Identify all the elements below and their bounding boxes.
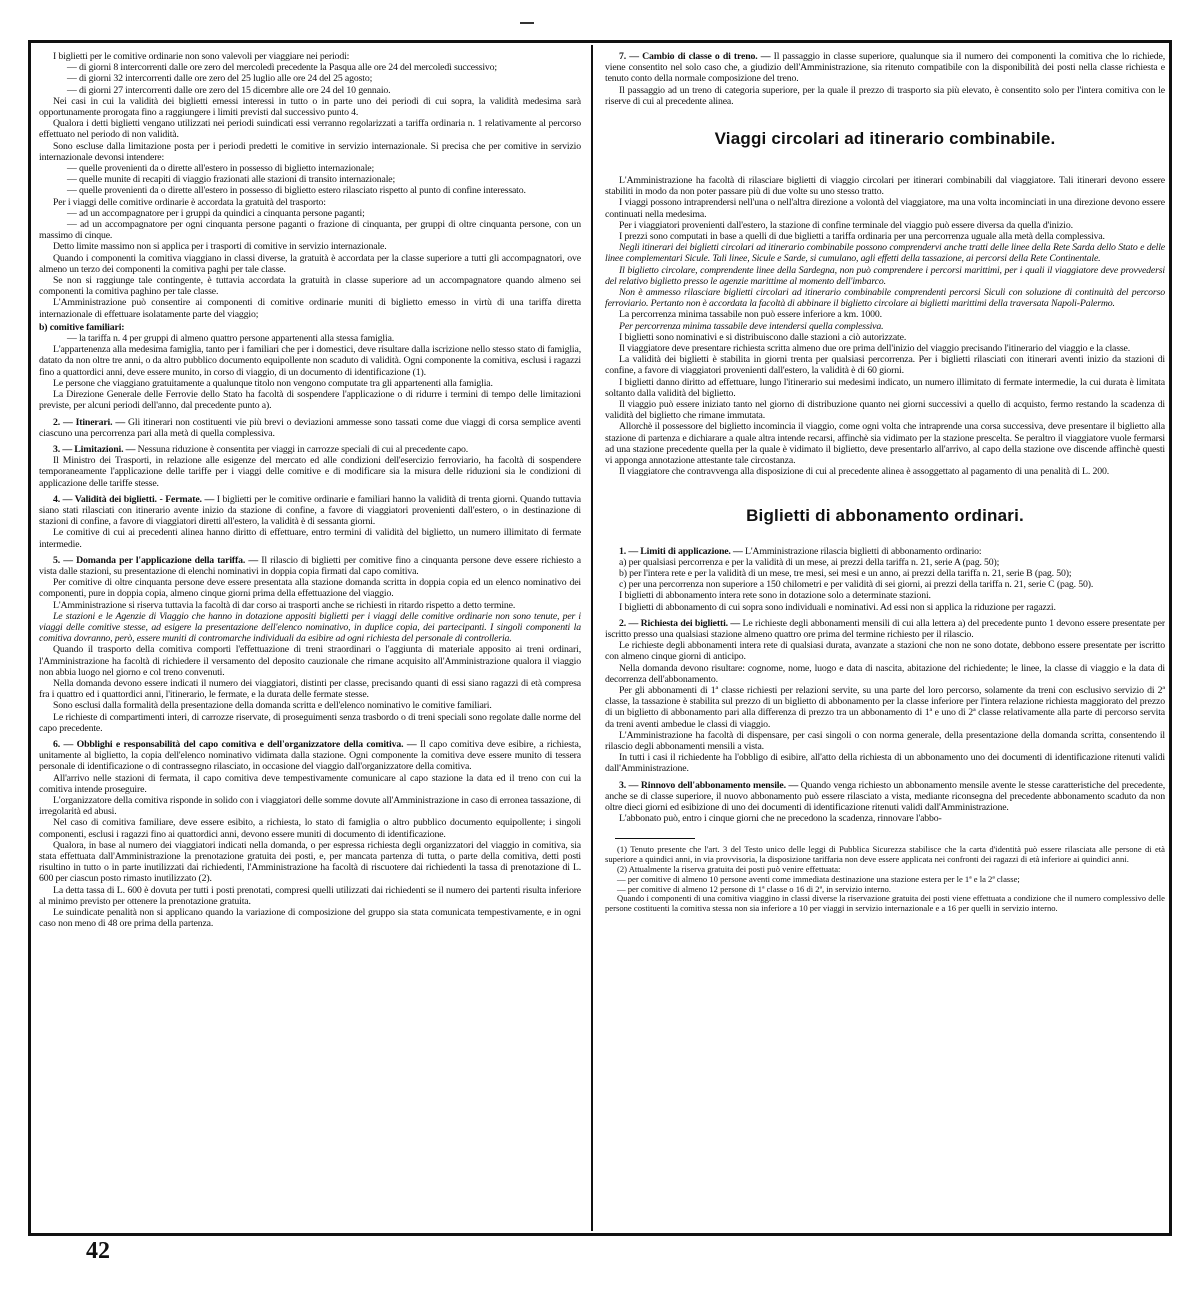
item-text: I biglietti di abbonamento intera rete sono in dotazione solo a determinate stazioni. <box>619 590 931 602</box>
footnote: (1) Tenuto presente che l'art. 3 del Testo unico delle leggi di Pubblica Sicurezza stabilisce che la carta d'identità può essere rilasciata alle persone di età superiore a quindici anni, in via provvisoria, la disposizione tariffaria non deve essere applicata nei confronti dei ragazzi di età inferiore ai quindici anni. <box>605 844 1165 865</box>
paragraph: I biglietti sono nominativi e si distribuiscono dalle stazioni a ciò autorizzate. <box>619 331 907 343</box>
item-heading: 3. — Rinnovo dell'abbonamento mensile. — <box>619 779 799 791</box>
familiari-heading <box>39 322 581 333</box>
circolari-section <box>605 175 1165 477</box>
section-title-abbonamento: Biglietti di abbonamento ordinari. <box>746 505 1024 525</box>
paragraph: — quelle munite di recapiti di viaggio frazionati alle stazioni di transito internazionale; <box>67 174 396 186</box>
paragraph <box>39 840 581 885</box>
footnote-rule <box>615 838 695 839</box>
item-text: All'arrivo nelle stazioni di fermata, il capo comitiva deve tempestivamente comunicare al capo stazione la data ed il treno con cui la comitiva intende proseguire. <box>39 772 581 795</box>
paragraph <box>605 602 1165 613</box>
item-7-heading: 7. — Cambio di classe o di treno. — <box>619 51 771 62</box>
item-7-text: Il passaggio in classe superiore, qualunque sia il numero dei componenti la comitiva che lo richiede, viene consentito nel solo caso che, a giudizio dell'Amministrazione, sia ritenuto compatibile con la disponibilità dei posti nella classe richiesta e tenuto conto della normale composizione del treno. <box>605 51 1165 85</box>
numbered-item <box>39 494 581 528</box>
item-text: Le suindicate penalità non si applicano quando la variazione di composizione del gruppo sia stata comunicata tempestivamente, e in ogni caso non meno di 48 ore prima della partenza. <box>39 907 581 930</box>
numbered-item <box>605 546 1165 557</box>
paragraph <box>39 907 581 929</box>
paragraph: Detto limite massimo non si applica per i trasporti di comitive in servizio internazionale. <box>53 241 387 253</box>
item-text: L'organizzatore della comitiva risponde in solido con i viaggiatori delle somme dovute all'Amministrazione in caso di erronea tassazione, di irregolarità ed abusi. <box>39 795 581 818</box>
paragraph: La Direzione Generale delle Ferrovie dello Stato ha facoltà di sospendere l'applicazione o di ridurre i termini di tempo delle limitazioni previste, per alcuni periodi dell'anno, dal precedente punto a). <box>39 389 581 412</box>
paragraph <box>605 568 1165 579</box>
paragraph: Negli itinerari dei biglietti circolari ad itinerario combinabile possono comprendervi anche tratti delle linee della Rete Sarda dello Stato e delle linee complementari Sicule. Tali linee, Sicule e Sarde, si cumulano, agli effetti della tassazione, ai percorsi della Rete Continentale. <box>605 242 1165 265</box>
item-heading: 2. — Itinerari. — <box>53 416 126 428</box>
item-text: Nessuna riduzione è consentita per viaggi in carrozze speciali di cui al precedente capo. <box>135 443 469 455</box>
paragraph: La percorrenza minima tassabile non può essere inferiore a km. 1000. <box>619 309 882 321</box>
paragraph <box>605 730 1165 752</box>
item-text: a) per qualsiasi percorrenza e per la validità di un mese, ai prezzi della tariffa n. 21, serie A (pag. 50); <box>619 556 1000 568</box>
paragraph <box>39 644 581 678</box>
paragraph: I biglietti per le comitive ordinarie non sono valevoli per viaggiare nei periodi: <box>53 51 350 62</box>
page-frame <box>28 40 1172 1236</box>
item-text: Nella domanda devono essere indicati il numero dei viaggiatori, distinti per classe, precisando quanti di essi siano ragazzi di età compresa fra i quattro ed i quattordici anni, l'itinerario, le fermate, e la durata delle fermate stesse. <box>39 677 581 701</box>
item-text: Quando venga richiesto un abbonamento mensile avente le stesse caratteristiche del precedente, anche se di classe superiore, il nuovo abbonamento può essere rilasciato a vista, mediante riconsegna del precedente abbonamento scaduto da non oltre dieci giorni ed esibizione di uno dei documenti di identificazione ritenuti validi dall'Amministrazione. <box>605 779 1165 813</box>
paragraph: L'Amministrazione può consentire ai componenti di comitive ordinarie muniti di biglietto emesso in virtù di una tariffa diretta internazionale di effettuare isolatamente parte del viaggio; <box>39 297 581 320</box>
item-text: Le comitive di cui ai precedenti alinea hanno diritto di effettuare, entro termini di validità del biglietto, un numero illimitato di fermate intermedie. <box>39 527 581 550</box>
paragraph <box>39 455 581 489</box>
item-heading: 4. — Validità dei biglietti. - Fermate. — <box>53 493 215 505</box>
item-text: La detta tassa di L. 600 è dovuta per tutti i posti prenotati, compresi quelli utilizzati dai richiedenti se il numero dei partenti risulta inferiore al minimo previsto per ottenere la prenotazione gratuita. <box>39 884 581 907</box>
scan-speck <box>520 22 534 24</box>
paragraph: Per i viaggi delle comitive ordinarie è accordata la gratuità del trasporto: <box>53 196 326 208</box>
paragraph: Non è ammesso rilasciare biglietti circolari ad itinerario combinabile comprendenti percorsi Siculi con soluzione di continuità del percorso ferroviario. Pertanto non è accordata la facoltà di abbinare il biglietto circolare ai biglietti marittimi della traversata Napoli-Palermo. <box>605 287 1165 310</box>
item-text: Le richieste di compartimenti interi, di carrozze riservate, di proseguimenti senza trasbordo o di treni speciali sono regolate dalle norme del capo precedente. <box>39 711 581 734</box>
familiari-section <box>39 333 581 411</box>
items-section <box>39 417 581 611</box>
paragraph <box>605 752 1165 774</box>
paragraph: I prezzi sono computati in base a quelli di due biglietti a tariffa ordinaria per una percorrenza uguale alla metà della complessiva. <box>619 231 1105 243</box>
numbered-item <box>39 444 581 455</box>
paragraph <box>605 640 1165 662</box>
item-text: Nel caso di comitiva familiare, deve essere esibito, a richiesta, lo stato di famiglia o altro pubblico documento equipollente; i singoli componenti, esclusi i ragazzi fino ai quattordici anni, devono essere muniti di documento di identificazione. <box>39 817 581 840</box>
paragraph <box>605 557 1165 568</box>
agenzie-paragraph: Le stazioni e le Agenzie di Viaggio che hanno in dotazione appositi biglietti per i viaggi delle comitive ordinarie non sono tenute, per i viaggi delle comitive stesse, ad esigere la presentazione dell'elenco nominativo, in duplice copia, dei partecipanti. I singoli componenti la comitiva dovranno, però, essere muniti di contromarche individuali da esibire ad ogni richiesta del personale di controlleria. <box>39 610 581 645</box>
numbered-item <box>39 417 581 439</box>
abbonamento-section <box>605 546 1165 825</box>
items2-section <box>39 644 581 929</box>
right-column <box>599 51 1165 1227</box>
paragraph <box>605 813 1165 824</box>
paragraph: — ad un accompagnatore per ogni cinquanta persone paganti o frazione di cinquanta, per gruppi di oltre cinquanta persone, con un massimo di cinque. <box>39 219 581 242</box>
paragraph: Qualora i detti biglietti vengano utilizzati nei periodi suindicati essi verranno regolarizzati a tariffa ordinaria n. 1 relativamente al percorso effettuato nel periodo di non validità. <box>39 118 581 141</box>
left-column <box>39 51 587 1227</box>
section-title-circolari: Viaggi circolari ad itinerario combinabile. <box>714 129 1056 149</box>
paragraph <box>39 577 581 599</box>
item-text: Gli itinerari non costituenti vie più brevi o deviazioni ammesse sono tassati come due viaggi di corsa semplice aventi ciascuno una percorrenza pari alla metà di quella complessiva. <box>39 416 581 439</box>
paragraph: — la tariffa n. 4 per gruppi di almeno quattro persone appartenenti alla stessa famiglia. <box>67 333 395 345</box>
paragraph: I viaggi possono intraprendersi nell'una o nell'altra direzione a volontà del viaggiatore, ma una volta incominciati in una direzione devono essere continuati nella medesima. <box>605 197 1165 220</box>
item-7-paragraph <box>605 51 1165 85</box>
item-heading: 2. — Richiesta dei biglietti. — <box>619 617 741 629</box>
footnote: (2) Attualmente la riserva gratuita dei posti può venire effettuata: <box>617 863 841 874</box>
item-text: I biglietti per le comitive ordinarie e familiari hanno la validità di trenta giorni. Quando tuttavia siano stati rilasciati con itinerario avente inizio da stazione di confine, a favore di viaggiatori provenienti dall'estero, o in destinazione di stazioni di confine, a favore di viaggiatori diretti all'estero, la validità è di sessanta giorni. <box>39 493 581 528</box>
numbered-item <box>605 780 1165 814</box>
item-text: c) per una percorrenza non superiore a 150 chilometri e per validità di sei giorni, ai prezzi della tariffa n. 21, serie C (pag. 50). <box>619 579 1094 591</box>
paragraph: Il viaggio può essere iniziato tanto nel giorno di distribuzione quanto nei giorni successivi a quello di acquisto, fermo restando la scadenza di validità del biglietto che rimane immutata. <box>605 399 1165 422</box>
familiari-label: b) comitive familiari: <box>39 321 125 333</box>
paragraph: Il biglietto circolare, comprendente linee della Sardegna, non può comprendere i percorsi marittimi, per i quali il viaggiatore deve provvedersi del relativo biglietto presso le agenzie marittime al momento dell'imbarco. <box>605 264 1165 287</box>
paragraph <box>39 527 581 549</box>
numbered-item <box>605 618 1165 640</box>
paragraph: La validità dei biglietti è stabilita in giorni trenta per qualsiasi percorrenza. Per i biglietti rilasciati con itinerari aventi inizio da stazioni di confine, a favore di viaggiatori provenienti dall'estero, la validità è di 60 giorni. <box>605 354 1165 377</box>
numbered-item <box>39 739 581 773</box>
item-heading: 5. — Domanda per l'applicazione della tariffa. — <box>53 554 259 566</box>
item-text: L'Amministrazione si riserva tuttavia la facoltà di dar corso ai trasporti anche se richiesti in ritardo rispetto a detto termine. <box>53 599 516 611</box>
footnote: — per comitive di almeno 12 persone di 1ª classe o 16 di 2ª, in servizio interno. <box>617 883 891 894</box>
paragraph: Sono escluse dalla limitazione posta per i periodi predetti le comitive in servizio internazionale. Si precisa che per comitive in servizio internazionale devonsi intendere: <box>39 140 581 163</box>
paragraph <box>605 579 1165 590</box>
paragraph: L'Amministrazione ha facoltà di rilasciare biglietti di viaggio circolari per itinerari combinabili dal viaggiatore. Tali itinerari devono essere stabiliti in modo da non poter passare più di due volte su uno stesso tratto. <box>605 175 1165 198</box>
paragraph: Allorchè il possessore del biglietto incomincia il viaggio, come ogni volta che intraprende una corsa successiva, deve presentare il biglietto alla stazione di partenza e dichiarare a quale altra intende recarsi, affinchè sia vidimato per la stazione prescelta. Se peraltro il viaggiatore vuole fermarsi ad una stazione precedente quella per la quale è vidimato il biglietto, deve presentarlo all'arrivo, al capo della stazione ove discende affinchè questi vi apponga annotazione attestante tale circostanza. <box>605 421 1165 467</box>
paragraph: Per percorrenza minima tassabile deve intendersi quella complessiva. <box>619 320 884 332</box>
paragraph: — di giorni 8 intercorrenti dalle ore zero del mercoledì precedente la Pasqua alle ore 24 del mercoledì successivo; <box>67 62 497 74</box>
paragraph <box>39 773 581 795</box>
column-divider <box>591 45 593 1231</box>
paragraph: — di giorni 32 intercorrenti dalle ore zero del 25 luglio alle ore 24 del 25 agosto; <box>67 73 373 85</box>
paragraph: — quelle provenienti da o dirette all'estero in possesso di biglietto internazionale; <box>67 163 375 175</box>
item-text: In tutti i casi il richiedente ha l'obbligo di esibire, all'atto della richiesta di un abbonamento uno dei documenti di identificazione ritenuti validi dall'Amministrazione. <box>605 752 1165 775</box>
paragraph <box>605 590 1165 601</box>
paragraph <box>39 678 581 700</box>
paragraph <box>39 795 581 817</box>
item-text: Per gli abbonamenti di 1ª classe richiesti per relazioni servite, su una parte del loro percorso, solamente da treni con esclusivo servizio di 2ª classe, la tassazione è stabilita sul prezzo di un biglietto di abbonamento per la classe inferiore per l'intera relazione richiesta maggiorato del prezzo di un biglietto di abbonamento pari alla differenza di prezzo tra un abbonamento di 1ª e uno di 2ª classe relativamente alla parte di percorso servita da treni aventi ambedue le classi di viaggio. <box>605 684 1165 730</box>
item-text: Le richieste degli abbonamenti intera rete di qualsiasi durata, avanzate a stazioni che non ne sono dotate, debbono essere presentate per iscritto con almeno cinque giorni di anticipo. <box>605 640 1165 663</box>
item-text: Qualora, in base al numero dei viaggiatori indicati nella domanda, o per espressa richiesta degli organizzatori del viaggio in comitiva, sia stata effettuata dall'Amministrazione la prenotazione gratuita dei posti, e, per mancata partenza di tutta, o parte della comitiva, detti posti risultino in tutto o in parte inutilizzati dai richiedenti, l'Amministrazione ha facoltà di riscuotere dai richiedenti la tassa di prenotazione di L. 600 per ciascun posto rimasto inutilizzato (2). <box>39 839 581 885</box>
paragraph: Il viaggiatore che contravvenga alla disposizione di cui al precedente alinea è assoggettato al pagamento di una penalità di L. 200. <box>619 466 1109 478</box>
paragraph <box>39 712 581 734</box>
paragraph: L'appartenenza alla medesima famiglia, tanto per i familiari che per i domestici, deve risultare dalla iscrizione nello stesso stato di famiglia, datato da non oltre tre anni, o da altro pubblico documento equipollente non scaduto di validità. Ogni componente la comitiva, esclusi i ragazzi fino a quattordici anni, deve essere munito, in corso di viaggio, di un documento di identificazione (1). <box>39 344 581 378</box>
item-text: L'Amministrazione ha facoltà di dispensare, per casi singoli o con norma generale, della presentazione della domanda scritta, consentendo il rilascio degli abbonamenti mensili a vista. <box>605 729 1165 752</box>
paragraph <box>605 685 1165 730</box>
paragraph: Per i viaggiatori provenienti dall'estero, la stazione di confine terminale del viaggio può essere diversa da quella d'inizio. <box>619 219 1073 231</box>
paragraph <box>39 600 581 611</box>
item-text: Il capo comitiva deve esibire, a richiesta, unitamente al biglietto, la copia dell'elenco nominativo vidimata dalla stazione. Ogni componente la comitiva deve essere munito di tessera personale di identificazione o di contrassegno rilasciato, in occasione del viaggio dall'organizzatore della comitiva. <box>39 738 581 773</box>
paragraph: — ad un accompagnatore per i gruppi da quindici a cinquanta persone paganti; <box>67 207 365 219</box>
item-text: Le richieste degli abbonamenti mensili di cui alla lettera a) del precedente punto 1 devono essere presentate per iscritto presso una qualsiasi stazione almeno quattro ore prima del termine richiesto per il rilascio. <box>605 617 1165 640</box>
item-text: b) per l'intera rete e per la validità di un mese, tre mesi, sei mesi e un anno, ai prezzi della tariffa n. 21, serie B (pag. 50); <box>619 567 1072 579</box>
paragraph <box>39 700 581 711</box>
footnotes-section <box>605 845 1165 914</box>
paragraph <box>605 663 1165 685</box>
item-text: L'abbonato può, entro i cinque giorni che ne precedono la scadenza, rinnovare l'abbo- <box>619 813 942 825</box>
item-text: Sono esclusi dalla formalità della presentazione della domanda scritta e dell'elenco nominativo le comitive familiari. <box>53 700 492 712</box>
item-text: L'Amministrazione rilascia biglietti di abbonamento ordinario: <box>742 545 982 557</box>
paragraph: Il viaggiatore deve presentare richiesta scritta almeno due ore prima dell'inizio del viaggio precisando l'itinerario del viaggio e la classe. <box>619 343 1131 355</box>
paragraph: I biglietti danno diritto ad effettuare, lungo l'itinerario sui medesimi indicato, un numero illimitato di fermate intermedie, la cui durata è limitata soltanto dalla validità del biglietto. <box>605 376 1165 399</box>
paragraph: Le persone che viaggiano gratuitamente a qualunque titolo non vengono computate tra gli appartenenti alla famiglia. <box>53 377 493 389</box>
item-text: Quando il trasporto della comitiva comporti l'effettuazione di treni straordinari o l'aggiunta di materiale apposito ai treni ordinari, l'Amministrazione ha facoltà di richiedere il versamento del deposito cauzionale che rimane acquisito all'Amministrazione qualora il viaggio non abbia luogo nel giorno e col treno convenuti. <box>39 644 581 678</box>
item-heading: 6. — Obblighi e responsabilità del capo comitiva e dell'organizzatore della comitiva. — <box>53 738 417 750</box>
item-text: Per comitive di oltre cinquanta persone deve essere presentata alla stazione domanda scritta in doppia copia ed un elenco nominativo dei componenti, pure in doppia copia, almeno cinque giorni prima della effettuazione del viaggio. <box>39 577 581 600</box>
item-text: Nella domanda devono risultare: cognome, nome, luogo e data di nascita, abitazione del richiedente; le linee, la classe di viaggio e la data di decorrenza dell'abbonamento. <box>605 662 1165 685</box>
paragraph <box>39 817 581 839</box>
item-heading: 1. — Limiti di applicazione. — <box>619 545 743 557</box>
paragraph: — di giorni 27 intercorrenti dalle ore zero del 15 dicembre alle ore 24 del 10 gennaio. <box>67 84 391 96</box>
footnote: — per comitive di almeno 10 persone aventi come immediata destinazione una stazione estera per le 1ª e la 2ª classe; <box>617 873 1020 884</box>
paragraph: — quelle provenienti da o dirette all'estero in possesso di biglietto estero rilasciato rispetto al punto di confine interessato. <box>67 185 526 197</box>
item-text: I biglietti di abbonamento di cui sopra sono individuali e nominativi. Ad essi non si applica la riduzione per ragazzi. <box>619 601 1056 613</box>
paragraph: Se non si raggiunge tale contingente, è tuttavia accordata la gratuità in classe superiore ad un accompagnatore quando almeno sei componenti la comitiva paghino per tale classe. <box>39 275 581 298</box>
item-text: Il Ministro dei Trasporti, in relazione alle esigenze del mercato ed alle condizioni dell'esercizio ferroviario, ha facoltà di sospendere temporaneamente l'applicazione delle tariffe per i viaggi delle comitive e di modificare sia la misura delle riduzioni sia le condizioni di applicazione delle tariffe stesse. <box>39 455 581 489</box>
item-heading: 3. — Limitazioni. — <box>53 443 136 455</box>
item-7b-paragraph: Il passaggio ad un treno di categoria superiore, per la quale il prezzo di trasporto sia più elevato, è consentito solo per l'intera comitiva con le riserve di cui al precedente alinea. <box>605 84 1165 107</box>
footnote: Quando i componenti di una comitiva viaggino in classi diverse la riservazione gratuita dei posti viene effettuata a condizione che il numero complessivo delle persone costituenti la comitiva stessa non sia inferiore a 10 per viaggi in servizio internazionale e a 16 per quelli in servizio interno. <box>605 893 1165 914</box>
paragraph <box>39 885 581 907</box>
paragraph: Nei casi in cui la validità dei biglietti emessi interessi in tutto o in parte uno dei periodi di cui sopra, la validità medesima sarà opportunamente prorogata fino a raggiungere i limiti previsti dal successivo punto 4. <box>39 95 581 119</box>
page-number: 42 <box>86 1238 110 1264</box>
item-text: Il rilascio di biglietti per comitive fino a cinquanta persone deve essere richiesto a vista dalle stazioni, su presentazione di elenchi nominativi in doppia copia firmati dal capo comitiva. <box>39 554 582 577</box>
paragraph: Quando i componenti la comitiva viaggiano in classi diverse, la gratuità è accordata per la classe superiore a tutti gli accompagnatori, ove almeno un terzo dei componenti la comitiva paghi per tale classe. <box>39 252 581 275</box>
numbered-item <box>39 555 581 577</box>
intro-section <box>39 51 581 320</box>
